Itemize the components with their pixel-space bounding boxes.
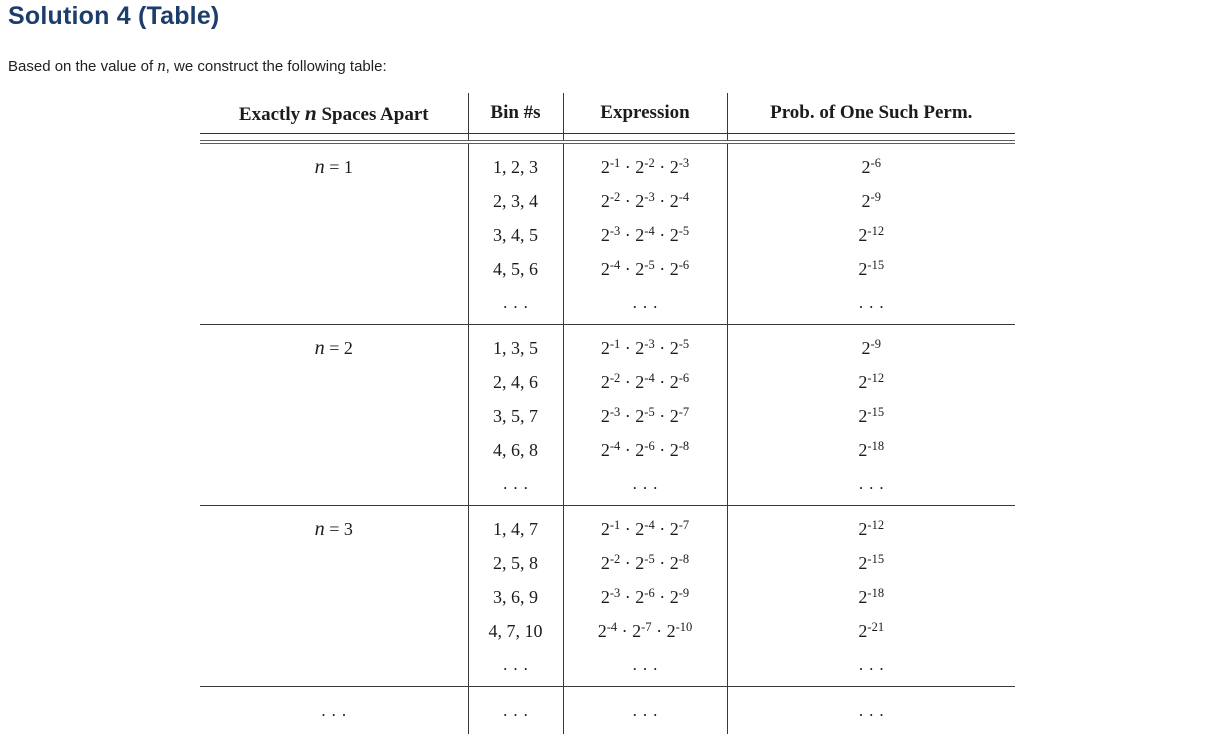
prob-value: $2^{-9}$: [861, 190, 881, 211]
prob-value: $2^{-6}$: [861, 156, 881, 177]
solution-table: [200, 93, 1015, 734]
prob-value: $2^{-12}$: [858, 518, 885, 539]
expression-value: $2^{-3} \cdot 2^{-6} \cdot 2^{-9}$: [600, 586, 690, 607]
ellipsis-dots: ...: [503, 293, 534, 312]
footer-ellipsis: ...: [563, 687, 727, 735]
expression-value: $2^{-2} \cdot 2^{-4} \cdot 2^{-6}$: [600, 371, 690, 392]
table-section-n-2: [200, 325, 1015, 506]
section-label: n = 2: [314, 337, 353, 359]
prob-value: $2^{-15}$: [858, 552, 885, 573]
footer-ellipsis: ...: [468, 687, 563, 735]
expressions-cell: [563, 142, 727, 325]
probs-cell: [727, 506, 1015, 687]
expression-value: $2^{-2} \cdot 2^{-5} \cdot 2^{-8}$: [600, 552, 690, 573]
section-label: n = 1: [314, 156, 353, 178]
expression-value: $2^{-3} \cdot 2^{-5} \cdot 2^{-7}$: [600, 405, 690, 426]
section-label-cell: [200, 325, 468, 506]
footer-ellipsis: ...: [727, 687, 1015, 735]
header-math-var: n: [304, 100, 317, 125]
page-title: Solution 4 (Table): [8, 2, 220, 30]
table-footer-row: [200, 687, 1015, 735]
expression-value: $2^{-1} \cdot 2^{-4} \cdot 2^{-7}$: [600, 518, 690, 539]
prob-value: $2^{-18}$: [858, 586, 885, 607]
double-rule: [200, 134, 1015, 143]
probs-cell: [727, 325, 1015, 506]
section-label-cell: [200, 506, 468, 687]
section-label-cell: [200, 142, 468, 325]
header-expression: Expression: [563, 93, 727, 134]
section-label: n = 3: [314, 518, 353, 540]
intro-math-var: n: [157, 56, 166, 75]
ellipsis-dots: ...: [632, 474, 664, 493]
prob-value: $2^{-18}$: [858, 439, 885, 460]
intro-prefix: Based on the value of: [8, 58, 158, 75]
bin-value: 4, 7, 10: [488, 621, 543, 641]
expression-value: $2^{-1} \cdot 2^{-2} \cdot 2^{-3}$: [600, 156, 690, 177]
table-header-row: [200, 93, 1015, 134]
expressions-cell: [563, 506, 727, 687]
intro-suffix: , we construct the following table:: [165, 58, 387, 75]
table-section-n-3: [200, 506, 1015, 687]
expression-value: $2^{-3} \cdot 2^{-4} \cdot 2^{-5}$: [600, 224, 690, 245]
bins-cell: [468, 142, 563, 325]
ellipsis-dots: ...: [858, 293, 890, 312]
intro-text: [8, 56, 387, 76]
bin-value: 1, 3, 5: [493, 338, 538, 358]
bin-value: 3, 6, 9: [493, 587, 538, 607]
ellipsis-dots: ...: [503, 474, 534, 493]
prob-value: $2^{-21}$: [858, 620, 885, 641]
ellipsis-dots: ...: [858, 655, 890, 674]
footer-ellipsis: ...: [321, 700, 353, 720]
expressions-cell: [563, 325, 727, 506]
bins-cell: [468, 506, 563, 687]
prob-value: $2^{-12}$: [858, 224, 885, 245]
table-section-n-1: [200, 142, 1015, 325]
bins-cell: [468, 325, 563, 506]
probs-cell: [727, 142, 1015, 325]
bin-value: 3, 5, 7: [493, 406, 538, 426]
bin-value: 4, 5, 6: [493, 259, 538, 279]
bin-value: 3, 4, 5: [493, 225, 538, 245]
header-bin-numbers: Bin #s: [468, 93, 563, 134]
ellipsis-dots: ...: [858, 474, 890, 493]
bin-value: 1, 4, 7: [493, 519, 538, 539]
bin-value: 2, 4, 6: [493, 372, 538, 392]
prob-value: $2^{-9}$: [861, 337, 881, 358]
expression-value: $2^{-1} \cdot 2^{-3} \cdot 2^{-5}$: [600, 337, 690, 358]
bin-value: 2, 3, 4: [493, 191, 538, 211]
ellipsis-dots: ...: [632, 293, 664, 312]
bin-value: 1, 2, 3: [493, 157, 538, 177]
header-probability: Prob. of One Such Perm.: [727, 93, 1015, 134]
expression-value: $2^{-4} \cdot 2^{-5} \cdot 2^{-6}$: [600, 258, 690, 279]
ellipsis-dots: ...: [632, 655, 664, 674]
prob-value: $2^{-12}$: [858, 371, 885, 392]
expression-value: $2^{-4} \cdot 2^{-6} \cdot 2^{-8}$: [600, 439, 690, 460]
bin-value: 2, 5, 8: [493, 553, 538, 573]
bin-value: 4, 6, 8: [493, 440, 538, 460]
prob-value: $2^{-15}$: [858, 258, 885, 279]
ellipsis-dots: ...: [503, 655, 534, 674]
expression-value: $2^{-2} \cdot 2^{-3} \cdot 2^{-4}$: [600, 190, 690, 211]
header-exactly-n-spaces-apart: Exactly n Spaces Apart: [200, 93, 468, 134]
prob-value: $2^{-15}$: [858, 405, 885, 426]
expression-value: $2^{-4} \cdot 2^{-7} \cdot 2^{-10}$: [597, 620, 693, 641]
